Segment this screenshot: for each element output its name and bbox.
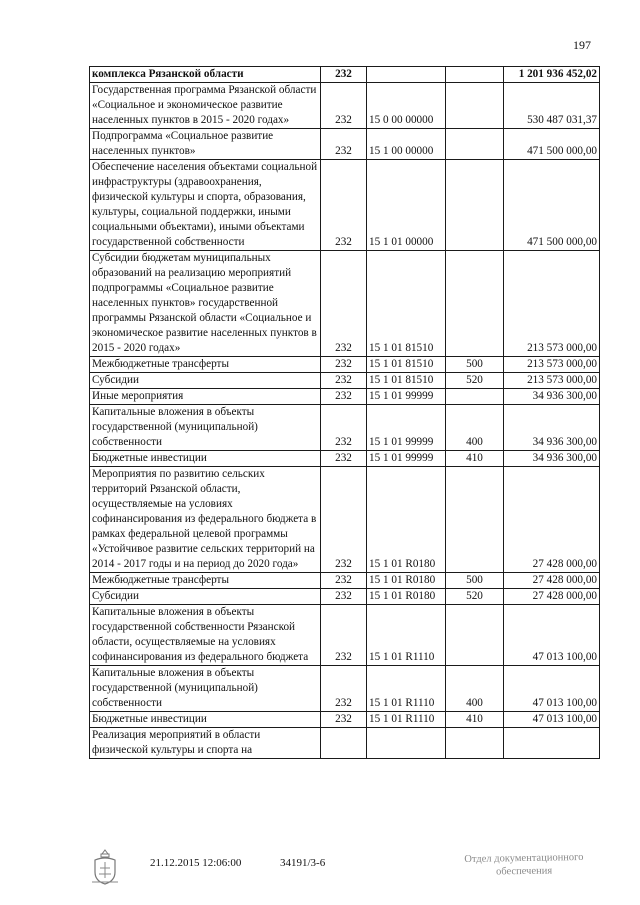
row-name-cell: Субсидии [90,373,321,389]
row-sum-cell: 27 428 000,00 [504,589,600,605]
row-target-article-cell: 15 1 01 99999 [367,405,446,451]
row-expense-type-cell: 400 [446,666,504,712]
row-sum-cell: 471 500 000,00 [504,160,600,251]
row-sum-cell: 27 428 000,00 [504,573,600,589]
row-expense-type-cell [446,467,504,573]
table-row [90,129,600,160]
row-expense-type-cell: 500 [446,357,504,373]
table-row [90,67,600,83]
row-name-cell: Мероприятия по развитию сельских территорий Рязанской области, осуществляемые на условиях софинансирования из федерального бюджета в рамках федеральной целевой программы «Устойчивое развитие сельских территорий на 2014 - 2017 годы и на период до 2020 года» [90,467,321,573]
row-expense-type-cell: 410 [446,712,504,728]
row-expense-type-cell [446,605,504,666]
row-expense-type-cell: 520 [446,373,504,389]
row-code-cell [321,728,367,759]
row-target-article-cell: 15 1 01 R1110 [367,605,446,666]
row-name-cell: Капитальные вложения в объекты государственной (муниципальной) собственности [90,666,321,712]
row-name-cell: Иные мероприятия [90,389,321,405]
department-stamp [444,851,604,880]
row-sum-cell: 34 936 300,00 [504,405,600,451]
table-row [90,666,600,712]
row-target-article-cell: 15 1 00 00000 [367,129,446,160]
row-sum-cell: 530 487 031,37 [504,83,600,129]
row-name-cell: Субсидии бюджетам муниципальных образований на реализацию мероприятий подпрограммы «Социальное развитие населенных пунктов» государственной программы Рязанской области «Социальное и экономическое развитие населенных пунктов в 2015 - 2020 годах» [90,251,321,357]
row-target-article-cell: 15 1 01 99999 [367,389,446,405]
row-target-article-cell: 15 0 00 00000 [367,83,446,129]
table-row [90,405,600,451]
row-target-article-cell: 15 1 01 R1110 [367,712,446,728]
row-code-cell: 232 [321,666,367,712]
row-code-cell: 232 [321,129,367,160]
row-sum-cell: 47 013 100,00 [504,666,600,712]
budget-table-body [90,67,600,759]
row-name-cell: Межбюджетные трансферты [90,573,321,589]
row-expense-type-cell: 520 [446,589,504,605]
row-code-cell: 232 [321,160,367,251]
row-name-cell: Межбюджетные трансферты [90,357,321,373]
row-name-cell: комплекса Рязанской области [90,67,321,83]
row-sum-cell: 47 013 100,00 [504,605,600,666]
row-expense-type-cell [446,389,504,405]
row-sum-cell: 471 500 000,00 [504,129,600,160]
row-sum-cell: 1 201 936 452,02 [504,67,600,83]
row-code-cell: 232 [321,451,367,467]
footer-document-number: 34191/3-6 [280,857,326,869]
row-name-cell: Подпрограмма «Социальное развитие населенных пунктов» [90,129,321,160]
row-target-article-cell: 15 1 01 R0180 [367,467,446,573]
row-target-article-cell: 15 1 01 R0180 [367,589,446,605]
row-target-article-cell: 15 1 01 81510 [367,251,446,357]
coat-of-arms-icon [90,848,120,886]
row-sum-cell: 213 573 000,00 [504,373,600,389]
budget-table [89,66,600,759]
row-name-cell: Бюджетные инвестиции [90,451,321,467]
table-row [90,605,600,666]
row-name-cell: Бюджетные инвестиции [90,712,321,728]
table-row [90,451,600,467]
row-sum-cell [504,728,600,759]
table-row [90,712,600,728]
row-expense-type-cell [446,129,504,160]
row-code-cell: 232 [321,357,367,373]
row-target-article-cell: 15 1 01 81510 [367,373,446,389]
table-row [90,467,600,573]
row-code-cell: 232 [321,712,367,728]
row-name-cell: Капитальные вложения в объекты государственной собственности Рязанской области, осуществляемые на условиях софинансирования из федерального бюджета [90,605,321,666]
row-target-article-cell: 15 1 01 R0180 [367,573,446,589]
row-expense-type-cell [446,83,504,129]
row-code-cell: 232 [321,573,367,589]
table-row [90,357,600,373]
row-code-cell: 232 [321,67,367,83]
row-code-cell: 232 [321,373,367,389]
row-code-cell: 232 [321,605,367,666]
footer-date: 21.12.2015 12:06:00 [150,857,242,869]
table-row [90,160,600,251]
table-row [90,728,600,759]
stamp-line-1: Отдел документационного [464,851,584,866]
table-row [90,389,600,405]
row-name-cell: Обеспечение населения объектами социальной инфраструктуры (здравоохранения, физической культуры и спорта, образования, культуры, социальной поддержки, иными социальными объектами), иными объектами государственной собственности [90,160,321,251]
table-row [90,83,600,129]
row-name-cell: Субсидии [90,589,321,605]
row-sum-cell: 213 573 000,00 [504,357,600,373]
row-sum-cell: 213 573 000,00 [504,251,600,357]
row-code-cell: 232 [321,83,367,129]
row-expense-type-cell: 410 [446,451,504,467]
row-target-article-cell: 15 1 01 81510 [367,357,446,373]
row-target-article-cell [367,67,446,83]
row-name-cell: Капитальные вложения в объекты государственной (муниципальной) собственности [90,405,321,451]
row-target-article-cell: 15 1 01 R1110 [367,666,446,712]
row-code-cell: 232 [321,405,367,451]
row-code-cell: 232 [321,467,367,573]
row-name-cell: Государственная программа Рязанской области «Социальное и экономическое развитие населенных пунктов в 2015 - 2020 годах» [90,83,321,129]
row-expense-type-cell [446,251,504,357]
row-sum-cell: 34 936 300,00 [504,389,600,405]
row-sum-cell: 47 013 100,00 [504,712,600,728]
row-sum-cell: 27 428 000,00 [504,467,600,573]
row-target-article-cell: 15 1 01 99999 [367,451,446,467]
row-sum-cell: 34 936 300,00 [504,451,600,467]
row-expense-type-cell [446,728,504,759]
row-expense-type-cell [446,160,504,251]
row-expense-type-cell: 500 [446,573,504,589]
row-code-cell: 232 [321,589,367,605]
table-row [90,251,600,357]
stamp-line-2: обеспечения [495,865,553,878]
row-target-article-cell [367,728,446,759]
table-row [90,589,600,605]
row-code-cell: 232 [321,389,367,405]
row-expense-type-cell: 400 [446,405,504,451]
row-code-cell: 232 [321,251,367,357]
page-number: 197 [573,38,591,52]
table-row [90,573,600,589]
row-name-cell: Реализация мероприятий в области физической культуры и спорта на [90,728,321,759]
table-row [90,373,600,389]
row-target-article-cell: 15 1 01 00000 [367,160,446,251]
row-expense-type-cell [446,67,504,83]
